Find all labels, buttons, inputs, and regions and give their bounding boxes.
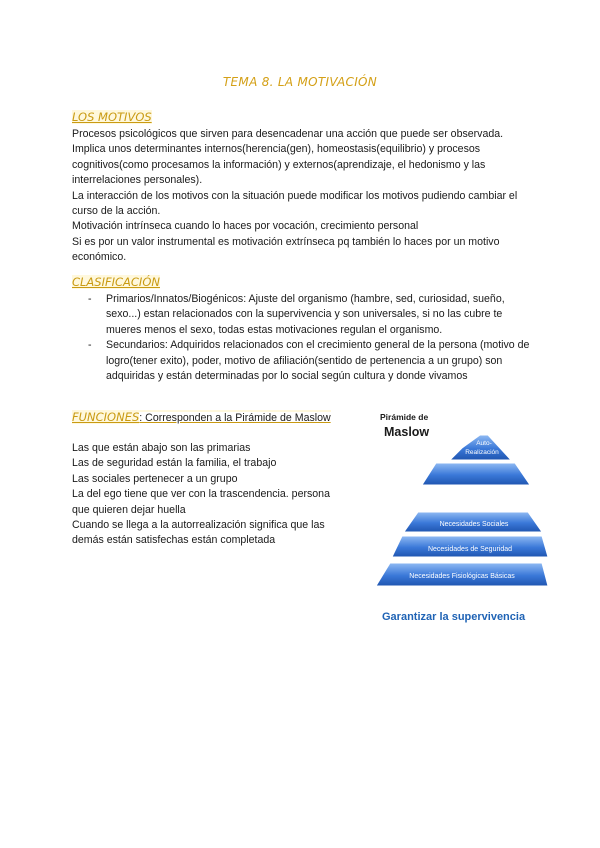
funciones-line: Cuando se llega a la autorrealización significa que las demás están satisfechas están completada (72, 519, 325, 547)
pyramid-label-auto: Auto- (476, 440, 492, 447)
list-item: - Primarios/Innatos/Biogénicos: Ajuste del organismo (hambre, sed, curiosidad, sueño, sexo...) estan relacionados con la supervivencia y son universales, si no las cubre te mueres menos el sexo, todas estas motivaciones regulan el organismo. (88, 293, 505, 336)
motivos-line: Si es por un valor instrumental es motivación extrínseca pq también lo haces por un motivo económico. (72, 235, 500, 264)
motivos-line: La interacción de los motivos con la situación puede modificar los motivos pudiendo cambiar el curso de la acción. (72, 189, 518, 218)
pyramid-title-small: Pirámide de (380, 412, 429, 422)
funciones-line: La del ego tiene que ver con la trascendencia. persona que quieren dejar huella (72, 488, 330, 516)
pyramid-label-realizacion: Realización (465, 449, 499, 456)
pyramid-label-fisiologicas: Necesidades Fisiológicas Básicas (409, 573, 515, 580)
pyramid-label-sociales: Necesidades Sociales (439, 521, 509, 528)
motivos-line: Motivación intrínseca cuando lo haces por vocación, crecimiento personal (72, 220, 419, 233)
funciones-line: Las que están abajo son las primarias (72, 442, 251, 454)
heading-los-motivos: LOS MOTIVOS (72, 110, 152, 124)
funciones-line: Las sociales pertenecer a un grupo (72, 472, 238, 485)
pyramid-top (450, 435, 511, 460)
clasificacion-item-secundarios: Secundarios: Adquiridos relacionados con el crecimiento general de la persona (motivo de logro(tener exito), poder, motivo de afiliación(sentido de pertenencia a un grupo) son adquiridas y están determinadas por lo social según cultura y donde vivamos (106, 339, 530, 383)
motivos-line: Implica unos determinantes internos(herencia(gen), homeostasis(equilibrio) y procesos cognitivos(como procesamos la información) y externos(aprendizaje, el hedonismo y las interrelaciones personales). (72, 143, 486, 187)
funciones-text (72, 441, 350, 549)
page-title: TEMA 8. LA MOTIVACIÓN (222, 75, 378, 89)
heading-funciones-row (72, 410, 331, 424)
motivos-line: Procesos psicológicos que sirven para desencadenar una acción que puede ser observada. (72, 128, 504, 140)
clasificacion-list (88, 292, 533, 384)
pyramid-graphic (370, 408, 550, 608)
maslow-pyramid-figure (370, 408, 550, 630)
pyramid-band-ego (422, 463, 530, 485)
heading-funciones: FUNCIONES (72, 410, 140, 424)
list-item: - Secundarios: Adquiridos relacionados con el crecimiento general de la persona (motivo de logro(tener exito), poder, motivo de afiliación(sentido de pertenencia a un grupo) son adquiridas y están determinadas por lo social según cultura y donde vivamos (88, 339, 530, 383)
heading-clasificacion: CLASIFICACIÓN (72, 275, 160, 289)
clasificacion-item-primarios: Primarios/Innatos/Biogénicos: Ajuste del organismo (hambre, sed, curiosidad, sueño, sexo...) estan relacionados con la supervivencia y son universales, si no las cubre te mueres menos el sexo, todas estas motivaciones regulan el organismo. (106, 293, 505, 336)
pyramid-caption: Garantizar la supervivencia (382, 611, 526, 623)
funciones-intro: : Corresponden a la Pirámide de Maslow (139, 412, 331, 424)
pyramid-title-big: Maslow (384, 425, 430, 439)
pyramid-label-ego: Nec. de Ego (458, 496, 498, 503)
motivos-text (72, 127, 532, 266)
funciones-line: Las de seguridad están la familia, el trabajo (72, 457, 277, 470)
pyramid-label-seguridad: Necesidades de Seguridad (427, 546, 513, 553)
